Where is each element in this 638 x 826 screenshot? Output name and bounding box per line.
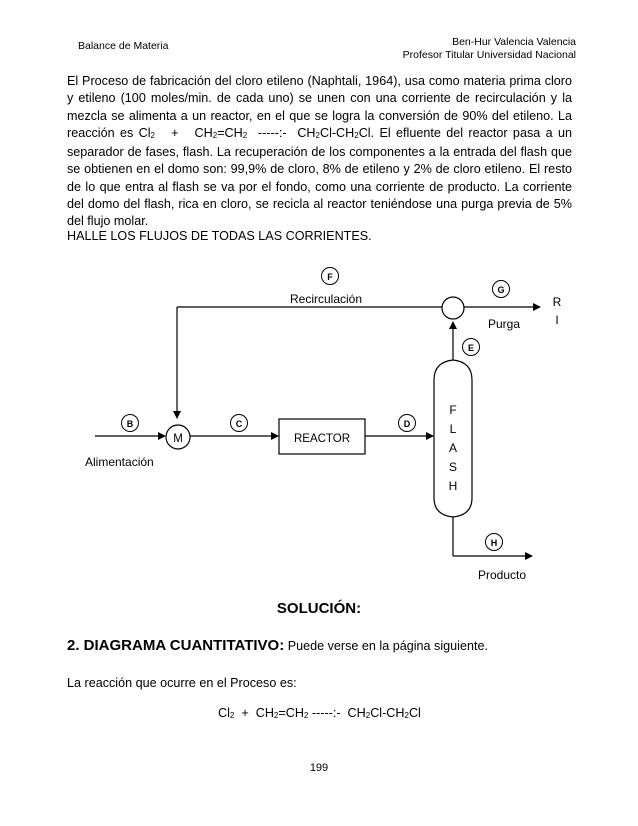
- problem-statement: El Proceso de fabricación del cloro etileno (Naphtali, 1964), usa como materia prima cloro y etileno (100 moles/min. de cada uno) se unen con una corriente de recirculación y la mezcla se alimenta a un reactor, en el que se logra la conversión de 90% del etileno. La reacción es $Cl_2 + CH_2=CH_2$ -----:- $CH_2Cl-CH_2Cl$. El efluente del reactor pasa a un separador de fases, flash. La recuperación de los componentes a la entrada del flash que se obtienen en el domo son: 99,9% de cloro, 8% de etileno y 2% de cloro etileno. El resto de lo que entra al flash se va por el fondo, como una corriente de producto. La corriente del domo del flash, rica en cloro, se recicla al reactor teniéndose una purga previa de 5% del flujo molar.: [67, 74, 572, 229]
- task-statement: HALLE LOS FLUJOS DE TODAS LAS CORRIENTES.: [67, 229, 372, 243]
- section-2: [67, 637, 488, 654]
- section-2-title: 2. DIAGRAMA CUANTITATIVO:: [67, 637, 285, 654]
- flash-letter-h: H: [448, 479, 458, 493]
- flash-vessel: [434, 360, 472, 517]
- ri-label-i: I: [555, 313, 559, 327]
- page-number: 199: [309, 762, 329, 774]
- reactor-label: REACTOR: [293, 433, 351, 445]
- section-2-text: Puede verse en la página siguiente.: [284, 639, 488, 653]
- flash-letter-f: F: [449, 403, 457, 417]
- purge-node: [442, 297, 464, 319]
- svg-text:F: F: [327, 272, 333, 282]
- author-title: Profesor Titular Universidad Nacional: [402, 49, 576, 61]
- problem-text-2: El efluente del reactor pasa a un separador de fases, flash. La recuperación de los componentes a la entrada del flash que se obtienen en el domo son: 99,9% de cloro, 8% de etileno y 2% de cloro etileno. El resto de lo que entra al flash se va por el fondo, como una corriente de producto. La corriente del domo del flash, rica en cloro, se recicla al reactor teniéndose una purga previa de 5% del flujo molar.: [67, 125, 572, 229]
- ri-label-r: R: [552, 295, 562, 309]
- svg-text:D: D: [403, 419, 411, 429]
- header-right: [403, 36, 576, 62]
- reaction-intro: La reacción que ocurre en el Proceso es:: [67, 676, 297, 690]
- recirculacion-label: Recirculación: [289, 292, 363, 306]
- header-left: Balance de Materia: [78, 40, 169, 52]
- reaction-equation: $Cl_2 + CH_2=CH_2$ -----:- $CH_2Cl-CH_2Cl$: [218, 706, 421, 720]
- mixer-label: M: [173, 433, 183, 445]
- svg-text:H: H: [490, 538, 498, 548]
- solution-title: SOLUCIÓN:: [276, 600, 362, 617]
- alimentacion-label: Alimentación: [85, 455, 154, 469]
- flash-letter-a: A: [448, 441, 458, 455]
- problem-text-1: El Proceso de fabricación del cloro etileno (Naphtali, 1964), usa como materia prima cloro y etileno (100 moles/min. de cada uno) se unen con una corriente de recirculación y la mezcla se alimenta a un reactor, en el que se logra la conversión de 90% del etileno. La reacción es: [67, 74, 572, 140]
- producto-label: Producto: [477, 568, 527, 582]
- process-flow-diagram: [0, 250, 638, 590]
- svg-text:G: G: [497, 285, 505, 295]
- purga-label: Purga: [487, 317, 521, 331]
- svg-text:E: E: [467, 343, 475, 353]
- svg-text:C: C: [235, 419, 243, 429]
- flash-letter-l: L: [449, 422, 457, 436]
- author-name: Ben-Hur Valencia Valencia: [452, 36, 576, 48]
- flash-letter-s: S: [448, 460, 458, 474]
- svg-text:B: B: [126, 419, 134, 429]
